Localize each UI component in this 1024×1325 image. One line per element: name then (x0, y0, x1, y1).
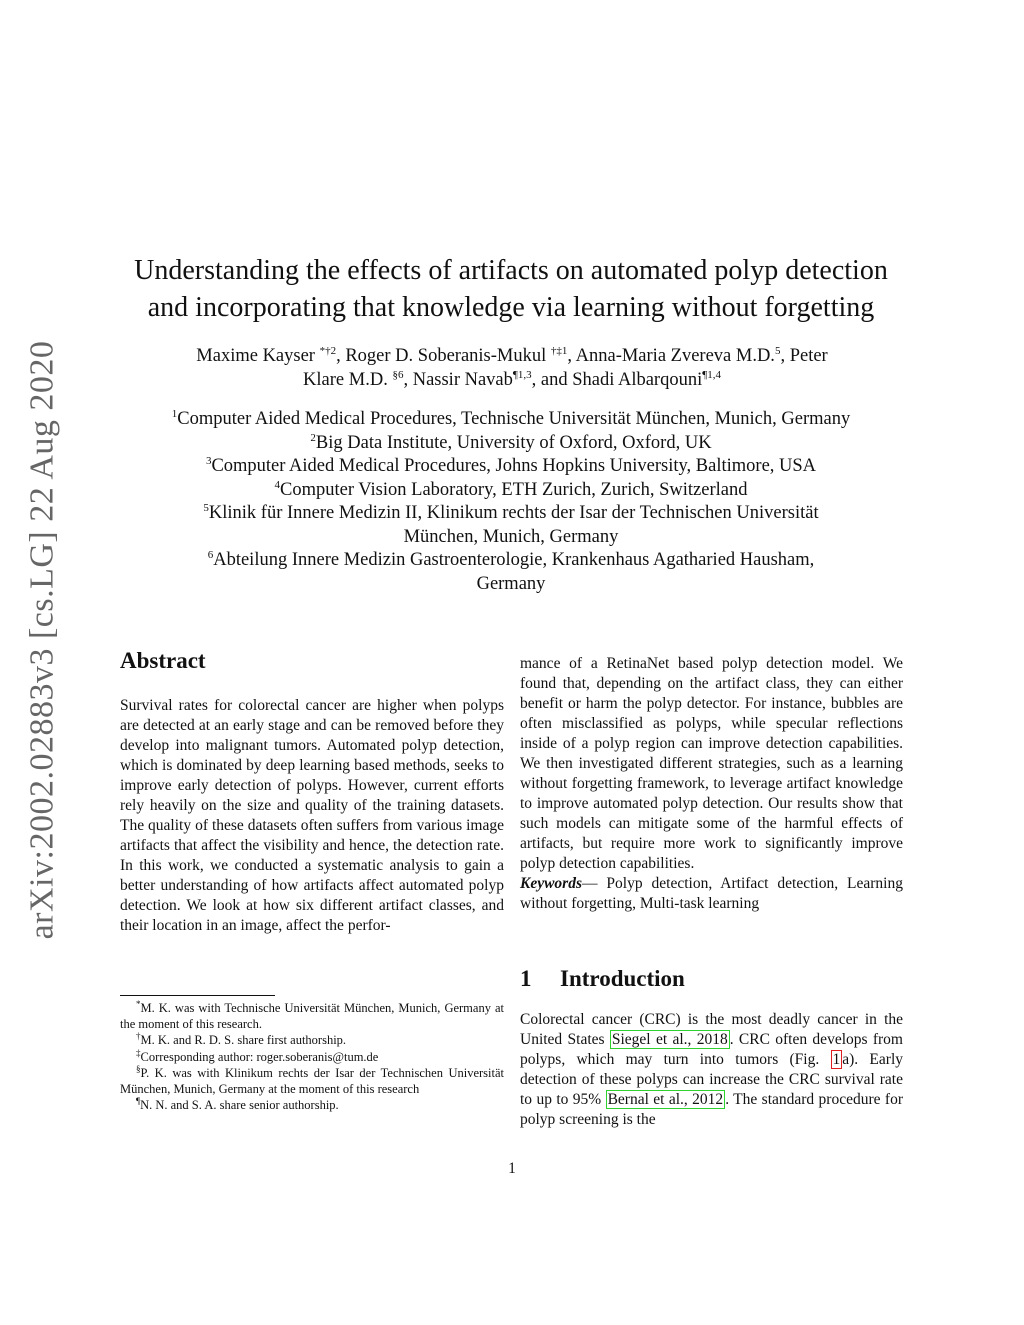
figure-link-1[interactable]: 1 (832, 1051, 841, 1068)
keywords-text: — Polyp detection, Artifact detection, Learning without forgetting, Multi-task learning (520, 875, 903, 912)
footnote-list (120, 1000, 504, 1113)
affiliation-text: Germany (476, 573, 546, 594)
affiliation-sup: 1 (171, 408, 178, 420)
keywords-label: Keywords (520, 875, 582, 892)
affiliation-list (100, 408, 922, 596)
author-name: , Anna-Maria Zvereva M.D. (567, 346, 775, 366)
author-name: , Roger D. Soberanis-Mukul (336, 346, 551, 366)
author-sup: †‡1 (550, 345, 568, 357)
keywords (520, 874, 903, 914)
footnote-4 (120, 1065, 504, 1097)
author-list (130, 344, 894, 392)
footnote-mark: ¶ (136, 1096, 141, 1107)
citation-link-siegel[interactable]: Siegel et al., 2018 (611, 1031, 728, 1048)
affiliation-sup: 5 (203, 502, 209, 514)
author-name: , Nassir Navab (403, 370, 513, 390)
abstract-left-column (120, 696, 504, 936)
affiliation-text: Computer Aided Medical Procedures, Johns Hopkins University, Baltimore, USA (211, 456, 817, 476)
section-number: 1 (520, 966, 532, 991)
author-sup: *†2 (319, 345, 337, 357)
abstract-text-part-2: mance of a RetinaNet based polyp detection model. We found that, depending on the artifact class, they can either benefit or harm the polyp detector. For instance, bubbles are often misclassified as polyps, while specular reflections inside of a polyp region can improve detection capabilities. We then investigated different strategies, such as a learning without forgetting framework, to leverage artifact knowledge to improve automated polyp detection. Our results show that such models can mitigate some of the harmful effects of artifacts, but require more work to significantly improve polyp detection capabilities. (520, 655, 903, 872)
author-name: Klare M.D. (303, 370, 393, 390)
title-line-1: Understanding the effects of artifacts on automated polyp detection (134, 255, 888, 286)
author-line-1 (130, 344, 894, 368)
affiliation-text: Abteilung Innere Medizin Gastroenterologie, Krankenhaus Agatharied Hausham, (213, 550, 815, 570)
footnote-1 (120, 1000, 504, 1032)
paper-title (100, 252, 922, 326)
author-sup: 5 (774, 345, 781, 357)
footnote-text: M. K. was with Technische Universität München, Munich, Germany at the moment of this research. (120, 1001, 504, 1032)
footnote-divider (120, 995, 275, 996)
author-name: , and Shadi Albarqouni (531, 370, 703, 390)
author-sup: ¶1,4 (702, 369, 721, 381)
abstract-text-part-1: Survival rates for colorectal cancer are higher when polyps are detected at an early stage and can be removed before they develop into malignant tumors. Automated polyp detection, which is dominated by deep learning based methods, seeks to improve early detection of polyps. However, current efforts rely heavily on the size and quality of the training datasets. The quality of these datasets often suffers from various image artifacts that affect the visibility and hence, the detection rate. In this work, we conducted a systematic analysis to gain a better understanding of how artifacts affect automated polyp detection. We look at how six different artifact classes, and their location in an image, affect the perfor- (120, 697, 504, 934)
introduction-text (520, 1010, 903, 1130)
footnote-5 (120, 1097, 504, 1113)
footnote-mark: § (136, 1063, 141, 1074)
author-line-2 (130, 368, 894, 392)
affiliation-sup: 4 (274, 478, 281, 491)
affiliation-5 (100, 502, 922, 526)
affiliation-sup: 3 (205, 455, 212, 467)
section-title: Introduction (560, 966, 685, 991)
footnote-mark: † (136, 1031, 141, 1042)
affiliation-1 (100, 408, 922, 432)
intro-text-run: Colorectal cancer (CRC) is the most deadly cancer in the United States (520, 1011, 903, 1048)
footnote-text: N. N. and S. A. share senior authorship. (140, 1098, 339, 1113)
affiliation-text: Computer Aided Medical Procedures, Technische Universität München, Munich, Germany (177, 409, 851, 429)
intro-text-run: . The standard procedure for polyp screening is the (520, 1091, 903, 1128)
affiliation-text: München, Munich, Germany (403, 526, 619, 547)
arxiv-identifier (12, 340, 72, 940)
intro-text-run: . CRC often develops from polyps, which may turn into tumors (Fig. (520, 1031, 903, 1068)
intro-paragraph (520, 1010, 903, 1130)
affiliation-6-cont (100, 573, 922, 597)
abstract-heading: Abstract (120, 648, 206, 673)
footnote-text: M. K. and R. D. S. share first authorship. (140, 1033, 347, 1048)
citation-link-bernal[interactable]: Bernal et al., 2012 (607, 1091, 724, 1108)
affiliation-text: Big Data Institute, University of Oxford, Oxford, UK (315, 432, 712, 453)
page-number: 1 (508, 1160, 516, 1177)
affiliation-6 (100, 549, 922, 573)
introduction-heading (520, 966, 685, 992)
footnote-text: Corresponding author: roger.soberanis@tum.de (140, 1049, 379, 1064)
author-sup: §6 (392, 369, 404, 381)
author-sup: ¶1,3 (512, 369, 532, 381)
author-name: , Peter (780, 346, 828, 366)
affiliation-4 (100, 479, 922, 503)
affiliation-5-cont (100, 526, 922, 550)
affiliation-sup: 6 (207, 549, 214, 561)
footnote-2 (120, 1032, 504, 1048)
footnote-mark: * (136, 999, 141, 1009)
intro-text-run: a). Early detection of these polyps can increase the CRC survival rate to up to 95% (520, 1051, 903, 1108)
arxiv-id-text: arXiv:2002.02883v3 [cs.LG] 22 Aug 2020 (23, 340, 61, 940)
affiliation-3 (100, 455, 922, 479)
footnote-text: P. K. was with Klinikum rechts der Isar der Technischen Universität München, Munich, Germany at the moment of this research (120, 1065, 504, 1097)
author-name: Maxime Kayser (196, 346, 320, 366)
affiliation-text: Computer Vision Laboratory, ETH Zurich, Zurich, Switzerland (280, 479, 748, 500)
affiliation-text: Klinik für Innere Medizin II, Klinikum rechts der Isar der Technischen Universität (208, 503, 819, 523)
footnote-mark: ‡ (136, 1047, 141, 1058)
abstract-right-column (520, 654, 903, 914)
title-line-2: and incorporating that knowledge via learning without forgetting (147, 292, 875, 323)
footnote-3 (120, 1049, 504, 1065)
affiliation-2 (100, 432, 922, 456)
affiliation-sup: 2 (310, 431, 316, 444)
